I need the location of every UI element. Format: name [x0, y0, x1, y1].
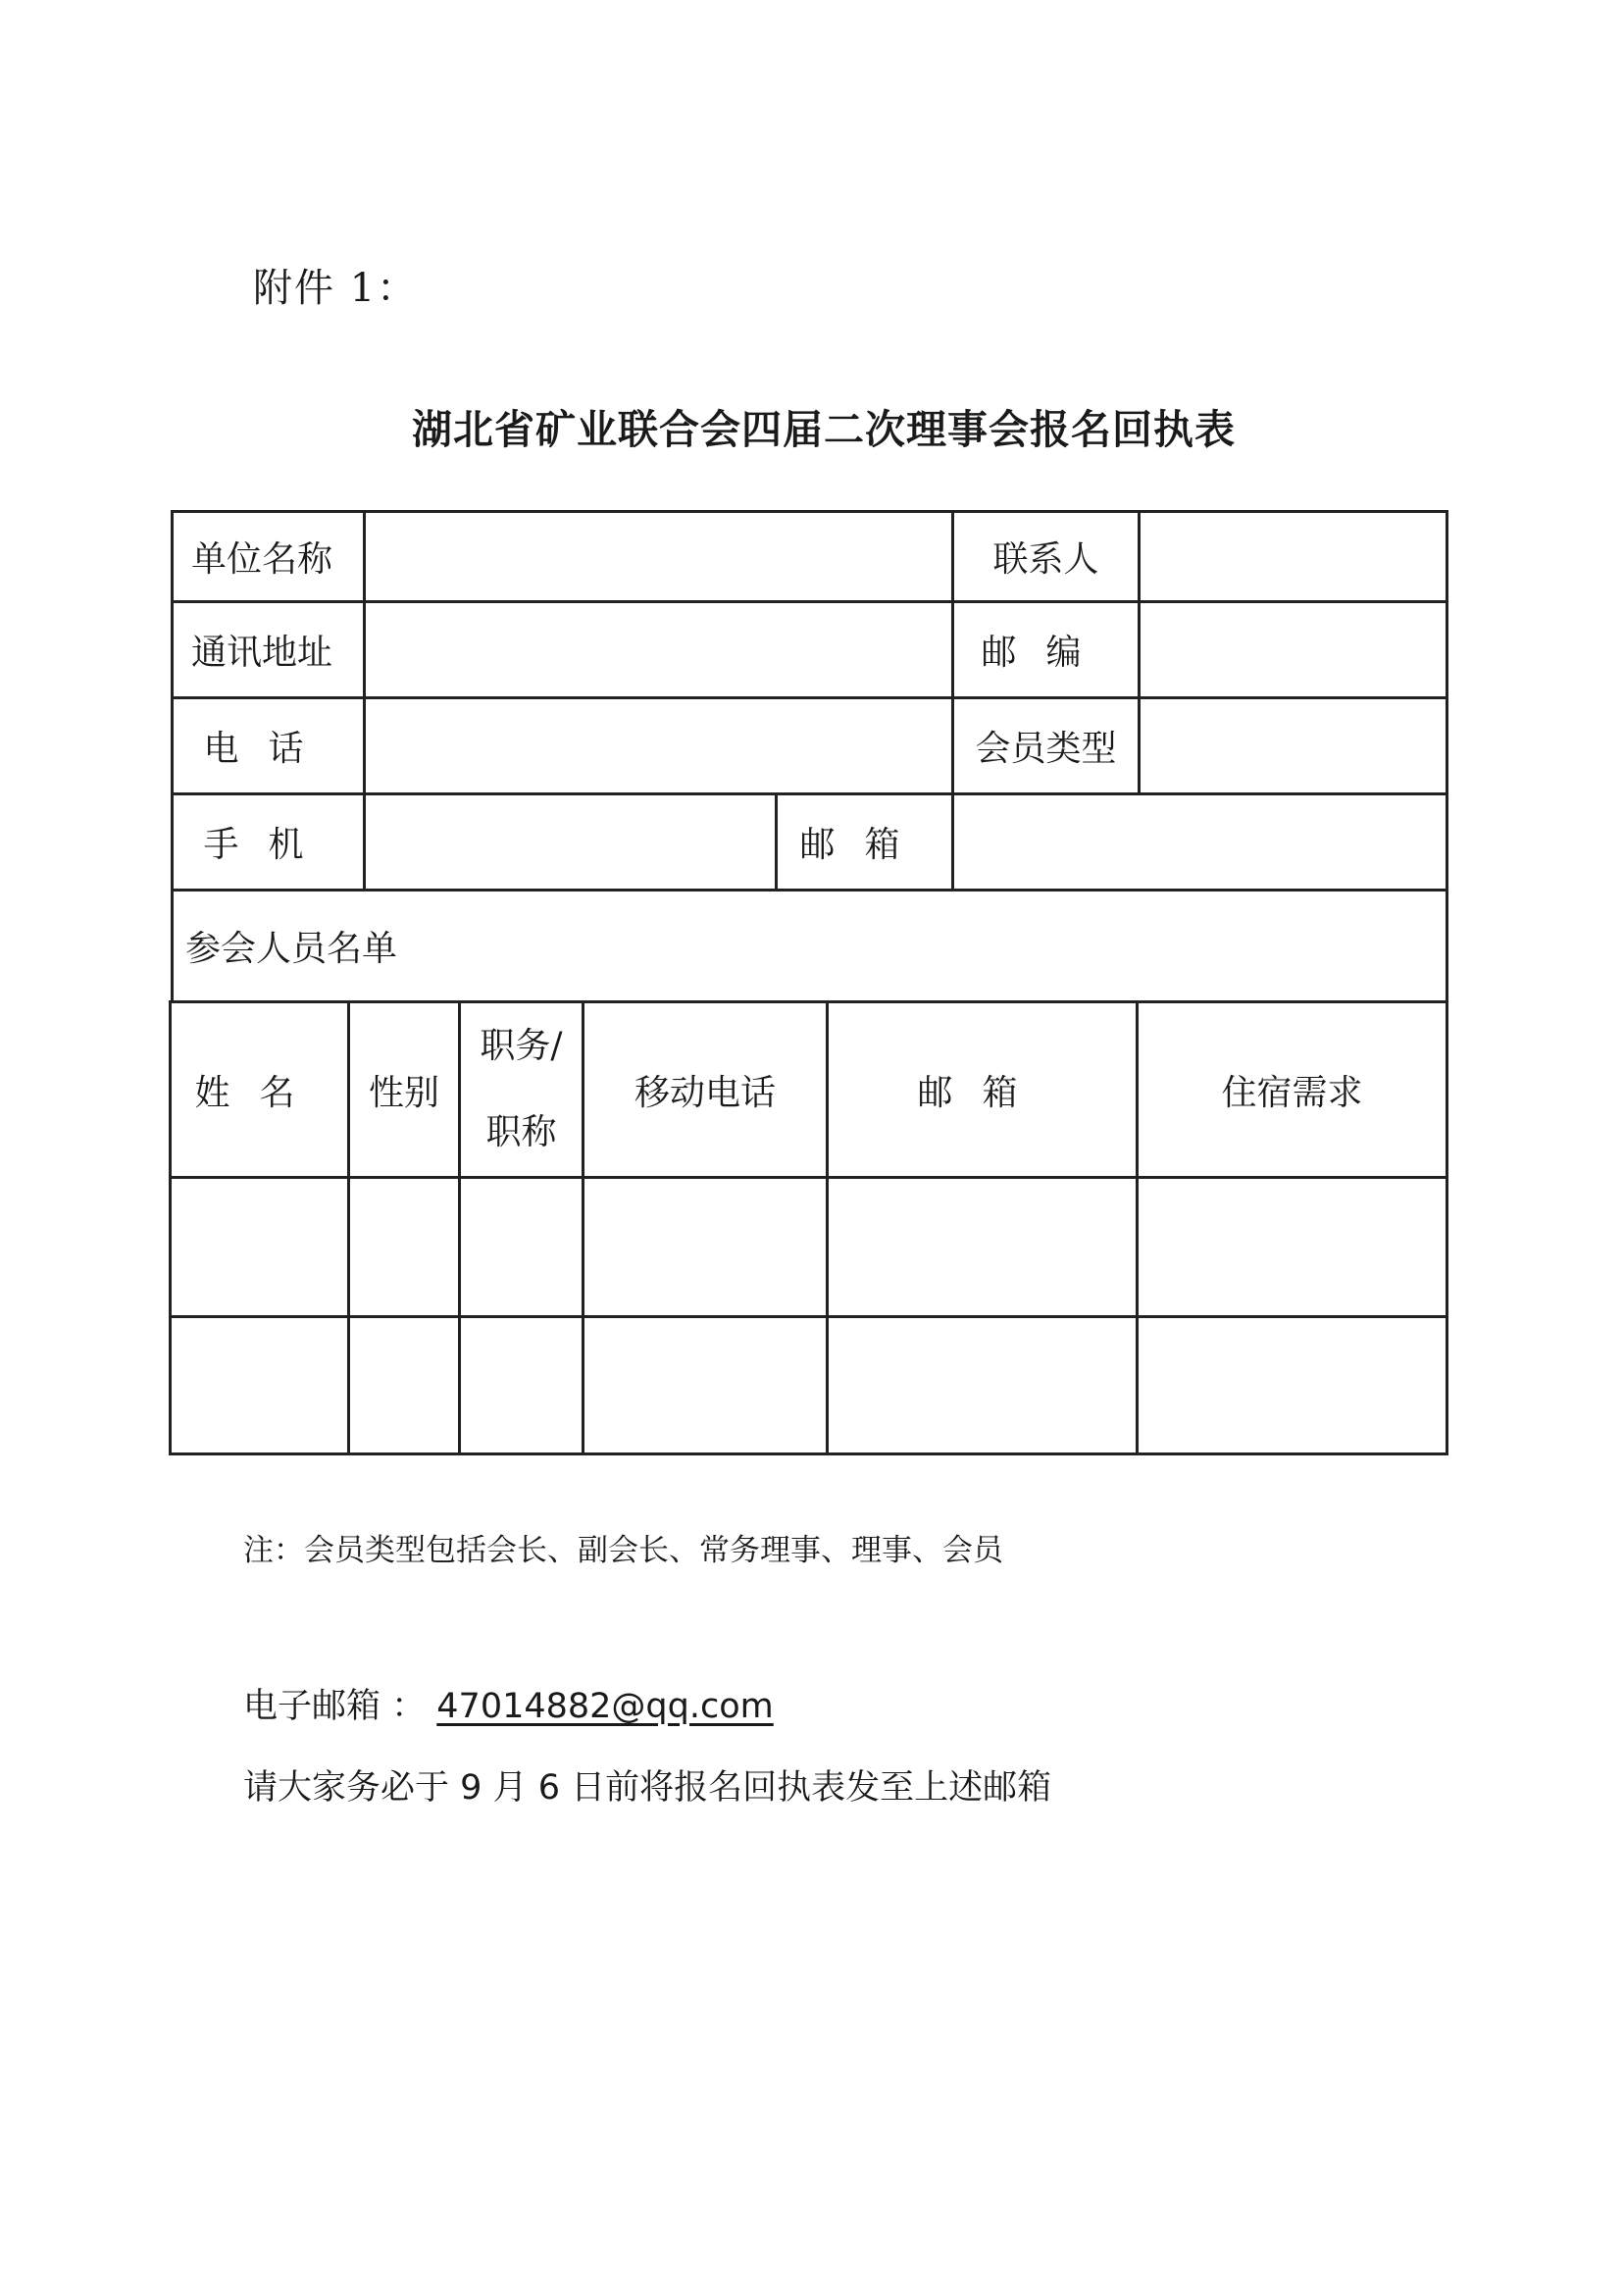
- unit-name-label: 单位名称: [173, 512, 365, 602]
- column-header-mobile-phone: 移动电话: [584, 1002, 828, 1178]
- attendee-lodging-cell[interactable]: [1138, 1178, 1447, 1317]
- deadline-day: 6: [537, 1768, 561, 1808]
- attachment-label: 附件 1：: [253, 266, 419, 311]
- deadline-suffix: 日前将报名回执表发至上述邮箱: [571, 1768, 1052, 1808]
- column-header-position: [460, 1002, 584, 1178]
- member-type-label: 会员类型: [953, 698, 1140, 794]
- email-field[interactable]: [953, 794, 1447, 891]
- email-row-label: 电子邮箱 ：: [243, 1687, 427, 1726]
- contact-person-field[interactable]: [1140, 512, 1447, 602]
- attendee-section-label: 参会人员名单: [173, 891, 1447, 1002]
- postcode-label: 邮编: [953, 602, 1140, 698]
- member-type-note: 注：会员类型包括会长、副会长、常务理事、理事、会员: [243, 1533, 1003, 1568]
- column-header-position-line2: 职称: [485, 1112, 557, 1152]
- phone-label: 电话: [173, 698, 365, 794]
- table-row: [171, 1317, 1447, 1454]
- mobile-label: 手机: [173, 794, 365, 891]
- attendee-gender-cell[interactable]: [349, 1317, 460, 1454]
- column-header-position-line1: 职务/: [480, 1026, 563, 1066]
- email-row: [243, 1679, 774, 1728]
- address-field[interactable]: [365, 602, 953, 698]
- member-type-field[interactable]: [1140, 698, 1447, 794]
- attendee-name-cell[interactable]: [171, 1317, 349, 1454]
- phone-field[interactable]: [365, 698, 953, 794]
- attendee-email-cell[interactable]: [828, 1317, 1138, 1454]
- unit-name-field[interactable]: [365, 512, 953, 602]
- registration-info-table: [171, 510, 1448, 1003]
- mobile-field[interactable]: [365, 794, 777, 891]
- attendee-email-cell[interactable]: [828, 1178, 1138, 1317]
- address-label: 通讯地址: [173, 602, 365, 698]
- attendee-gender-cell[interactable]: [349, 1178, 460, 1317]
- attendee-mobile-cell[interactable]: [584, 1317, 828, 1454]
- contact-person-label: 联系人: [953, 512, 1140, 602]
- postcode-field[interactable]: [1140, 602, 1447, 698]
- column-header-lodging: 住宿需求: [1138, 1002, 1447, 1178]
- attendee-position-cell[interactable]: [460, 1178, 584, 1317]
- document-title: 湖北省矿业联合会四届二次理事会报名回执表: [412, 406, 1236, 453]
- column-header-email: 邮箱: [828, 1002, 1138, 1178]
- email-address-link[interactable]: 47014882@qq.com: [436, 1687, 774, 1726]
- table-row: [171, 1178, 1447, 1317]
- attendee-table: [169, 1000, 1448, 1455]
- email-label: 邮箱: [777, 794, 953, 891]
- deadline-month: 9: [460, 1768, 482, 1808]
- attendee-mobile-cell[interactable]: [584, 1178, 828, 1317]
- attendee-header-row: [171, 1002, 1447, 1178]
- deadline-month-unit: 月: [492, 1768, 528, 1808]
- attendee-position-cell[interactable]: [460, 1317, 584, 1454]
- deadline-notice: [243, 1760, 1051, 1809]
- column-header-gender: 性别: [349, 1002, 460, 1178]
- column-header-name: 姓名: [171, 1002, 349, 1178]
- attendee-name-cell[interactable]: [171, 1178, 349, 1317]
- deadline-prefix: 请大家务必于: [243, 1768, 450, 1808]
- attendee-lodging-cell[interactable]: [1138, 1317, 1447, 1454]
